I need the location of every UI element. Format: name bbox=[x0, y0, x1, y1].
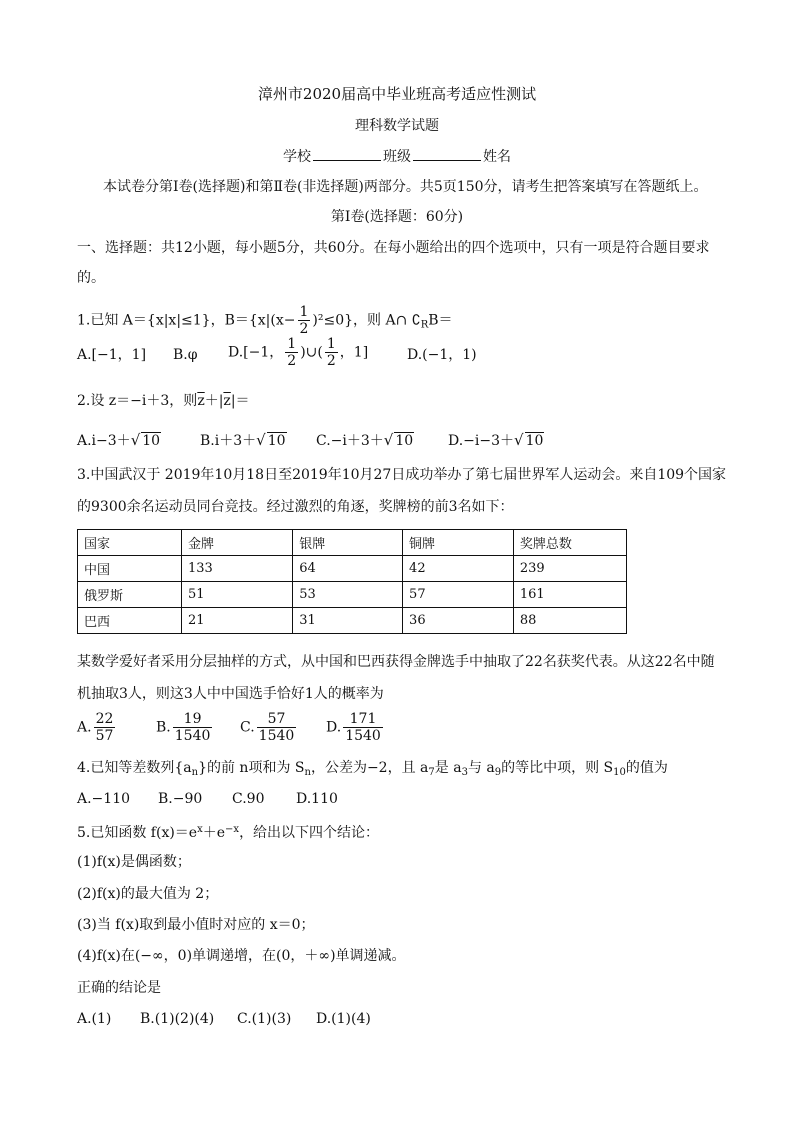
exam-subtitle: 理科数学试题 bbox=[355, 118, 439, 134]
option-label: A. bbox=[77, 719, 92, 736]
exam-intro: 本试卷分第Ⅰ卷(选择题)和第Ⅱ卷(非选择题)两部分。共5页150分，请考生把答案填写在答题纸上。 bbox=[103, 179, 708, 195]
q5-option-a[interactable]: A.(1) bbox=[77, 1011, 112, 1027]
q5-stem-part: ，给出以下四个结论： bbox=[239, 825, 380, 841]
q5-option-c[interactable]: C.(1)(3) bbox=[237, 1011, 292, 1027]
fraction-denominator: 2 bbox=[287, 353, 297, 369]
table-cell: 64 bbox=[293, 556, 403, 582]
fraction-denominator: 1540 bbox=[345, 728, 381, 744]
table-cell: 57 bbox=[403, 582, 514, 608]
fraction-numerator: 19 bbox=[173, 711, 213, 728]
q4-option-d[interactable]: D.110 bbox=[296, 791, 338, 807]
fraction-denominator: 1540 bbox=[258, 728, 295, 744]
subscript: n bbox=[191, 767, 199, 778]
option-fraction bbox=[94, 711, 116, 744]
subscript: 9 bbox=[494, 767, 502, 778]
q4-stem-part: 的值为 bbox=[625, 760, 668, 776]
table-cell: 88 bbox=[513, 608, 626, 634]
table-cell: 俄罗斯 bbox=[78, 582, 182, 608]
q2-option-a[interactable] bbox=[77, 430, 161, 451]
option-label: B. bbox=[156, 719, 171, 736]
q1-option-a[interactable]: A.[−1，1] bbox=[77, 347, 147, 363]
table-cell: 133 bbox=[181, 556, 292, 582]
fraction-denominator: 57 bbox=[95, 728, 114, 744]
fraction-denominator: 2 bbox=[326, 353, 336, 369]
table-cell: 239 bbox=[513, 556, 626, 582]
q5-option-b[interactable]: B.(1)(2)(4) bbox=[140, 1011, 215, 1027]
medal-table bbox=[77, 529, 627, 634]
q2-option-d[interactable] bbox=[448, 430, 544, 451]
q3-option-a[interactable] bbox=[77, 711, 117, 744]
option-fraction bbox=[257, 711, 297, 744]
table-header-cell: 铜牌 bbox=[403, 530, 514, 556]
fraction-numerator: 22 bbox=[95, 711, 114, 727]
z-conjugate: $\overline{z}$ bbox=[223, 393, 231, 409]
q1-stem-part: B＝ bbox=[428, 312, 453, 329]
sqrt-icon: √ bbox=[383, 431, 394, 449]
table-header-cell: 国家 bbox=[78, 530, 182, 556]
sqrt-icon: √ bbox=[130, 431, 141, 449]
table-header-cell: 银牌 bbox=[293, 530, 403, 556]
q5-stem bbox=[77, 820, 379, 843]
q4-option-c[interactable]: C.90 bbox=[232, 791, 265, 807]
exam-title: 漳州市2020届高中毕业班高考适应性测试 bbox=[257, 85, 537, 103]
q4-stem bbox=[77, 758, 668, 783]
q3-option-c[interactable] bbox=[240, 711, 298, 744]
table-cell: 53 bbox=[293, 582, 403, 608]
q5-conclusion-3: (3)当 f(x)取到最小值时对应的 x＝0； bbox=[77, 917, 315, 933]
q2-option-b-text: B.i＋3＋ bbox=[200, 433, 257, 449]
sqrt-radicand: 10 bbox=[525, 433, 544, 449]
q5-prompt: 正确的结论是 bbox=[77, 980, 161, 996]
z-conjugate: $\overline{z}$ bbox=[197, 393, 205, 409]
q2-option-b[interactable] bbox=[200, 430, 287, 451]
q5-option-d[interactable]: D.(1)(4) bbox=[316, 1011, 371, 1027]
table-cell: 51 bbox=[181, 582, 292, 608]
q2-stem-part: ＋| bbox=[204, 393, 224, 409]
superscript: −x bbox=[225, 824, 240, 835]
complement-subscript: R bbox=[420, 319, 429, 331]
q3-stem-line4: 机抽取3人，则这3人中中国选手恰好1人的概率为 bbox=[77, 686, 384, 702]
subscript: 7 bbox=[428, 767, 435, 778]
table-cell: 31 bbox=[293, 608, 403, 634]
option-fraction bbox=[173, 711, 213, 744]
fraction-numerator: 171 bbox=[343, 711, 383, 728]
part1-instructions-line2: 的。 bbox=[77, 270, 105, 286]
fraction-numerator: 1 bbox=[287, 336, 297, 352]
table-cell: 36 bbox=[403, 608, 514, 634]
table-cell: 21 bbox=[181, 608, 292, 634]
table-header-cell: 金牌 bbox=[181, 530, 292, 556]
subscript: 3 bbox=[461, 767, 468, 778]
q3-option-b[interactable] bbox=[156, 711, 214, 744]
q5-stem-part: ＋e bbox=[202, 825, 226, 841]
fraction-half bbox=[298, 304, 311, 337]
fraction-denominator: 2 bbox=[299, 321, 309, 337]
class-label: 班级 bbox=[383, 149, 411, 165]
class-blank[interactable] bbox=[413, 146, 481, 161]
fraction-numerator: 57 bbox=[257, 711, 297, 728]
q1-stem bbox=[77, 304, 453, 337]
sqrt-radicand: 10 bbox=[395, 433, 414, 449]
table-cell: 161 bbox=[513, 582, 626, 608]
option-label: D. bbox=[326, 719, 342, 736]
table-header-cell: 奖牌总数 bbox=[513, 530, 626, 556]
q1-stem-part: 1.已知 A＝{x|x|≤1}，B＝{x|(x− bbox=[77, 312, 296, 329]
q2-option-a-text: A.i−3＋ bbox=[77, 433, 131, 449]
q4-stem-part: 与 a bbox=[467, 760, 495, 776]
fraction-numerator: 1 bbox=[299, 304, 309, 320]
subscript: 10 bbox=[613, 767, 626, 778]
sqrt-radicand: 10 bbox=[142, 433, 161, 449]
table-header-row bbox=[78, 530, 627, 556]
table-cell: 42 bbox=[403, 556, 514, 582]
q4-stem-part: 是 a bbox=[434, 760, 462, 776]
q3-stem-line2: 的9300余名运动员同台竞技。经过激烈的角逐，奖牌榜的前3名如下： bbox=[77, 499, 514, 515]
q4-stem-part: ，公差为−2，且 a bbox=[310, 760, 429, 776]
table-row bbox=[78, 556, 627, 582]
table-row bbox=[78, 582, 627, 608]
q2-option-c[interactable] bbox=[316, 430, 414, 451]
fraction-denominator: 1540 bbox=[174, 728, 211, 744]
fraction-half bbox=[325, 336, 338, 369]
q5-conclusion-1: (1)f(x)是偶函数； bbox=[77, 854, 191, 870]
q1-option-b[interactable]: B.φ bbox=[173, 347, 198, 363]
q1-stem-part: )²≤0}，则 A∩ bbox=[312, 312, 412, 329]
q4-option-a[interactable]: A.−110 bbox=[77, 791, 131, 807]
section-heading: 第Ⅰ卷(选择题：60分) bbox=[330, 209, 464, 225]
q2-option-c-text: C.−i＋3＋ bbox=[316, 433, 384, 449]
q3-stem-line3: 某数学爱好者采用分层抽样的方式，从中国和巴西获得金牌选手中抽取了22名获奖代表。从这22名中随 bbox=[77, 654, 715, 670]
option-fraction bbox=[343, 711, 383, 744]
q3-option-d[interactable] bbox=[326, 711, 385, 744]
sqrt-radicand: 10 bbox=[267, 433, 286, 449]
q5-stem-part: 5.已知函数 f(x)＝e bbox=[77, 825, 198, 841]
q2-stem-part: 2.设 z＝−i＋3，则 bbox=[77, 393, 198, 409]
part1-instructions-line1: 一、选择题：共12小题，每小题5分，共60分。在每小题给出的四个选项中，只有一项是符合题目要求 bbox=[77, 240, 710, 256]
q2-stem bbox=[77, 391, 250, 411]
fraction-half bbox=[285, 336, 298, 369]
table-row bbox=[78, 608, 627, 634]
student-info-line bbox=[0, 146, 794, 167]
q1-option-c-part: D.[−1， bbox=[228, 344, 284, 361]
q5-conclusion-2: (2)f(x)的最大值为 2； bbox=[77, 886, 219, 902]
table-cell: 中国 bbox=[78, 556, 182, 582]
superscript: x bbox=[197, 824, 203, 835]
table-cell: 巴西 bbox=[78, 608, 182, 634]
q3-stem-line1: 3.中国武汉于 2019年10月18日至2019年10月27日成功举办了第七届世界军人运动会。来自109个国家 bbox=[77, 467, 727, 483]
q1-option-c-part: )∪( bbox=[300, 344, 323, 361]
q5-conclusion-4: (4)f(x)在(−∞，0)单调递增，在(0，＋∞)单调递减。 bbox=[77, 948, 406, 964]
subscript: n bbox=[304, 767, 311, 778]
q4-stem-part: }的前 n项和为 S bbox=[198, 760, 305, 776]
q1-option-c-part: ，1] bbox=[339, 344, 369, 361]
q2-option-d-text: D.−i−3＋ bbox=[448, 433, 515, 449]
q4-option-b[interactable]: B.−90 bbox=[158, 791, 203, 807]
q1-option-c[interactable] bbox=[228, 336, 368, 369]
sqrt-icon: √ bbox=[514, 431, 524, 449]
fraction-numerator: 1 bbox=[326, 336, 336, 352]
option-label: C. bbox=[240, 719, 255, 736]
complement-symbol: ∁ bbox=[411, 312, 421, 329]
name-label: 姓名 bbox=[483, 149, 511, 165]
q4-stem-part: 4.已知等差数列{a bbox=[77, 760, 192, 776]
sqrt-icon: √ bbox=[256, 431, 266, 449]
school-label: 学校 bbox=[283, 149, 311, 165]
q4-stem-part: 的等比中项，则 S bbox=[501, 760, 614, 776]
q2-stem-part: |＝ bbox=[230, 393, 250, 409]
q1-option-d[interactable]: D.(−1，1) bbox=[407, 347, 477, 363]
school-blank[interactable] bbox=[313, 146, 381, 161]
